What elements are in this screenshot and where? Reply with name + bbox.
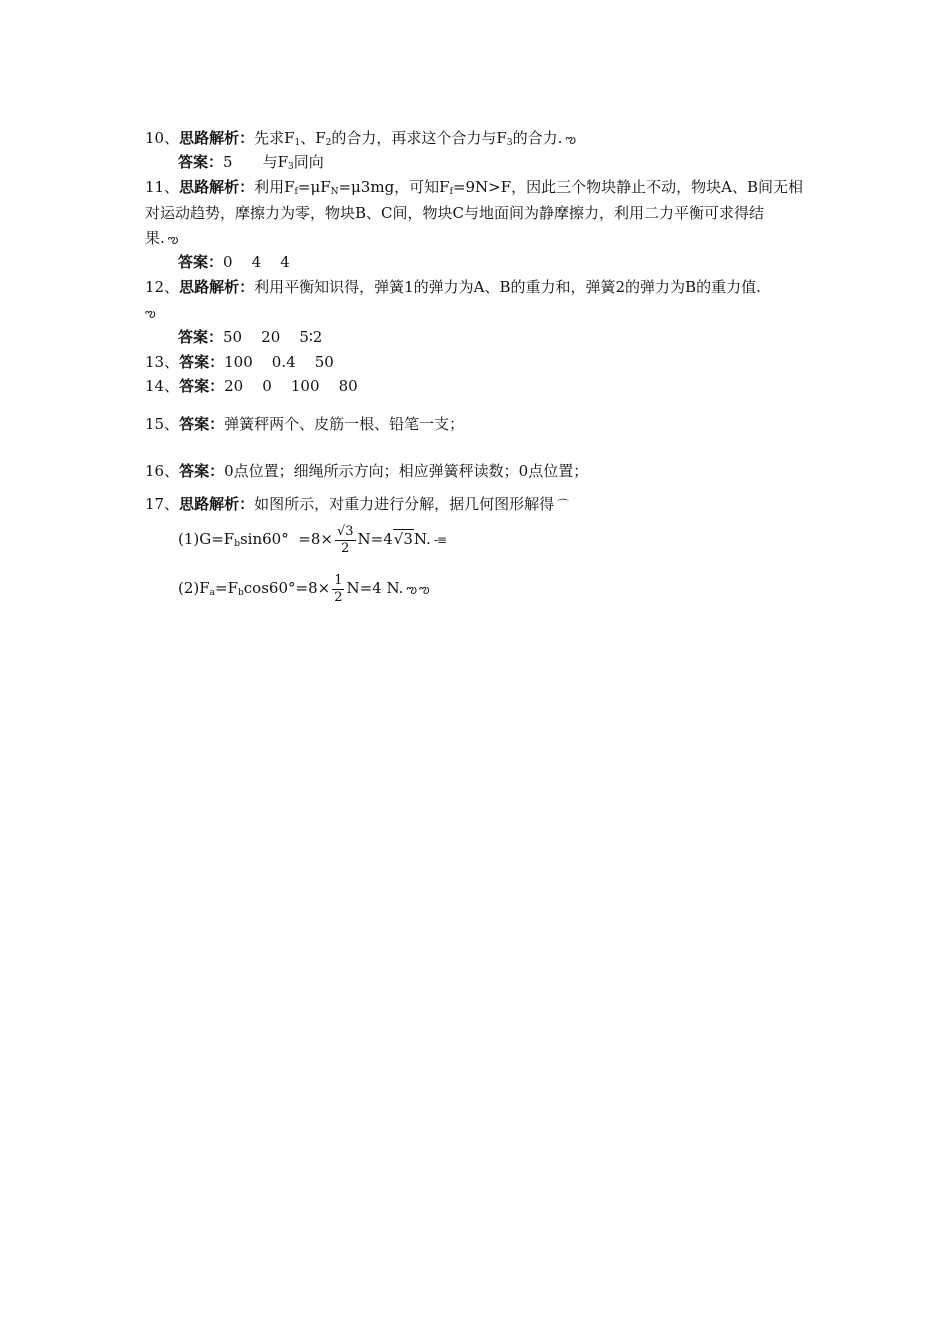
q11-answer-value: 0 4 4 [223,253,290,271]
q12-answer [178,327,322,347]
q11-text-c: =μ3mg，可知F [338,178,450,196]
q16-label: 答案： [179,462,225,480]
q11-text-a: 利用F [254,178,295,196]
q12-answer-value: 50 20 5∶2 [223,328,323,346]
q14-line [145,376,358,396]
q17-text: 如图所示，对重力进行分解，据几何图形解得 [254,495,555,513]
q15-number: 15、 [145,415,180,433]
q17-formula-2 [178,570,429,607]
q17-f2-text-b: =F [215,579,239,597]
q11-text-d: =9N>F，因此三个物块静止不动，物块A、B间无相 [452,178,804,196]
q16-line [145,461,588,481]
q10-answer-label: 答案： [178,153,224,171]
q10-text-end: 的合力. [512,129,563,147]
q17-f2-denominator: 2 [334,589,343,605]
q10-text: 先求F [254,129,295,147]
q10-text-mid1: 、F [300,129,326,147]
q15-line [145,414,464,434]
q17-f2-text-d: N=4 N. [346,579,404,597]
equiv-mark-icon: -≡ [433,533,446,547]
q10-text-mid2: 的合力，再求这个合力与F [331,129,507,147]
q11-text-line2: 对运动趋势，摩擦力为零，物块B、C间，物块C与地面间为静摩擦力，利用二力平衡可求得结 [145,204,764,222]
q11-line2 [145,203,764,223]
q12-mark-line [145,302,155,323]
edit-mark-icon: ఌ [406,582,417,596]
q10-sub2: 2 [325,138,332,148]
q10-line [145,128,575,149]
q17-f2-numerator: 1 [334,572,343,588]
q17-f1-radical: √3 [393,530,413,548]
fraction-1-over-2 [332,573,344,606]
q13-number: 13、 [145,353,180,371]
q11-line1 [145,177,803,197]
q17-f1-numerator: √3 [336,523,354,539]
q13-answer-value: 100 0.4 50 [224,353,334,371]
q16-text: 0点位置；细绳所示方向；相应弹簧秤读数；0点位置； [224,462,589,480]
q10-answer-sub: 3 [287,162,294,172]
q11-number: 11、 [145,178,180,196]
fraction-sqrt3-over-2 [335,524,356,557]
edit-mark-icon: ఌ [565,132,575,146]
edit-mark-icon: ఌ [167,232,178,246]
q11-line3 [145,228,177,249]
q11-answer-label: 答案： [178,253,224,271]
q17-f1-text-a: (1)G=F [178,530,235,548]
q14-answer-value: 20 0 100 80 [224,377,358,395]
q17-f1-coefficient: 4 [383,530,393,548]
q11-sub-f: f [294,187,298,197]
q12-label: 思路解析： [179,278,255,296]
q17-f2-sub-b: b [238,588,244,598]
q17-label: 思路解析： [179,495,255,513]
bracket-mark-icon: ⌒ [557,498,569,512]
q11-text-b: =μF [297,178,331,196]
q11-text-line3: 果. [145,229,165,247]
q17-f1-text-end: N. [413,530,431,548]
q16-number: 16、 [145,462,180,480]
q17-f2-text-a: (2)F [178,579,210,597]
q14-label: 答案： [179,377,225,395]
q12-line [145,277,761,297]
q17-f2-text-c: cos60°=8× [243,579,331,597]
q12-number: 12、 [145,278,180,296]
edit-mark-icon: ఌ [419,582,429,596]
q10-answer-value: 5 [223,153,233,171]
q10-sub3: 3 [506,138,513,148]
q17-formula-1 [178,521,446,558]
q12-answer-label: 答案： [178,328,224,346]
q10-answer-end: 同向 [293,153,324,171]
q13-line [145,352,334,372]
q17-f1-text-b: sin60° =8× [239,530,333,548]
q11-answer [178,252,290,272]
q15-label: 答案： [179,415,225,433]
q10-label: 思路解析： [179,129,255,147]
q11-sub-f2: f [449,187,453,197]
q10-sub1: 1 [294,138,301,148]
q12-text: 利用平衡知识得，弹簧1的弹力为A、B的重力和，弹簧2的弹力为B的重力值. [254,278,761,296]
q14-number: 14、 [145,377,180,395]
q17-f1-text-c: N= [357,530,384,548]
q11-label: 思路解析： [179,178,255,196]
q17-line [145,494,568,515]
q17-f1-denominator: 2 [341,540,350,556]
q15-text: 弹簧秤两个、皮筋一根、铅笔一支； [224,415,465,433]
q10-number: 10、 [145,129,180,147]
sqrt-3 [393,521,414,557]
q10-answer-text: 与F [262,153,288,171]
q10-answer [178,152,324,172]
q17-number: 17、 [145,495,180,513]
q11-sub-n: N [330,187,339,197]
edit-mark-icon: ఌ [145,306,155,320]
q13-label: 答案： [179,353,225,371]
q17-f1-sub-b: b [234,539,240,549]
q17-f2-sub-a: a [209,588,216,598]
